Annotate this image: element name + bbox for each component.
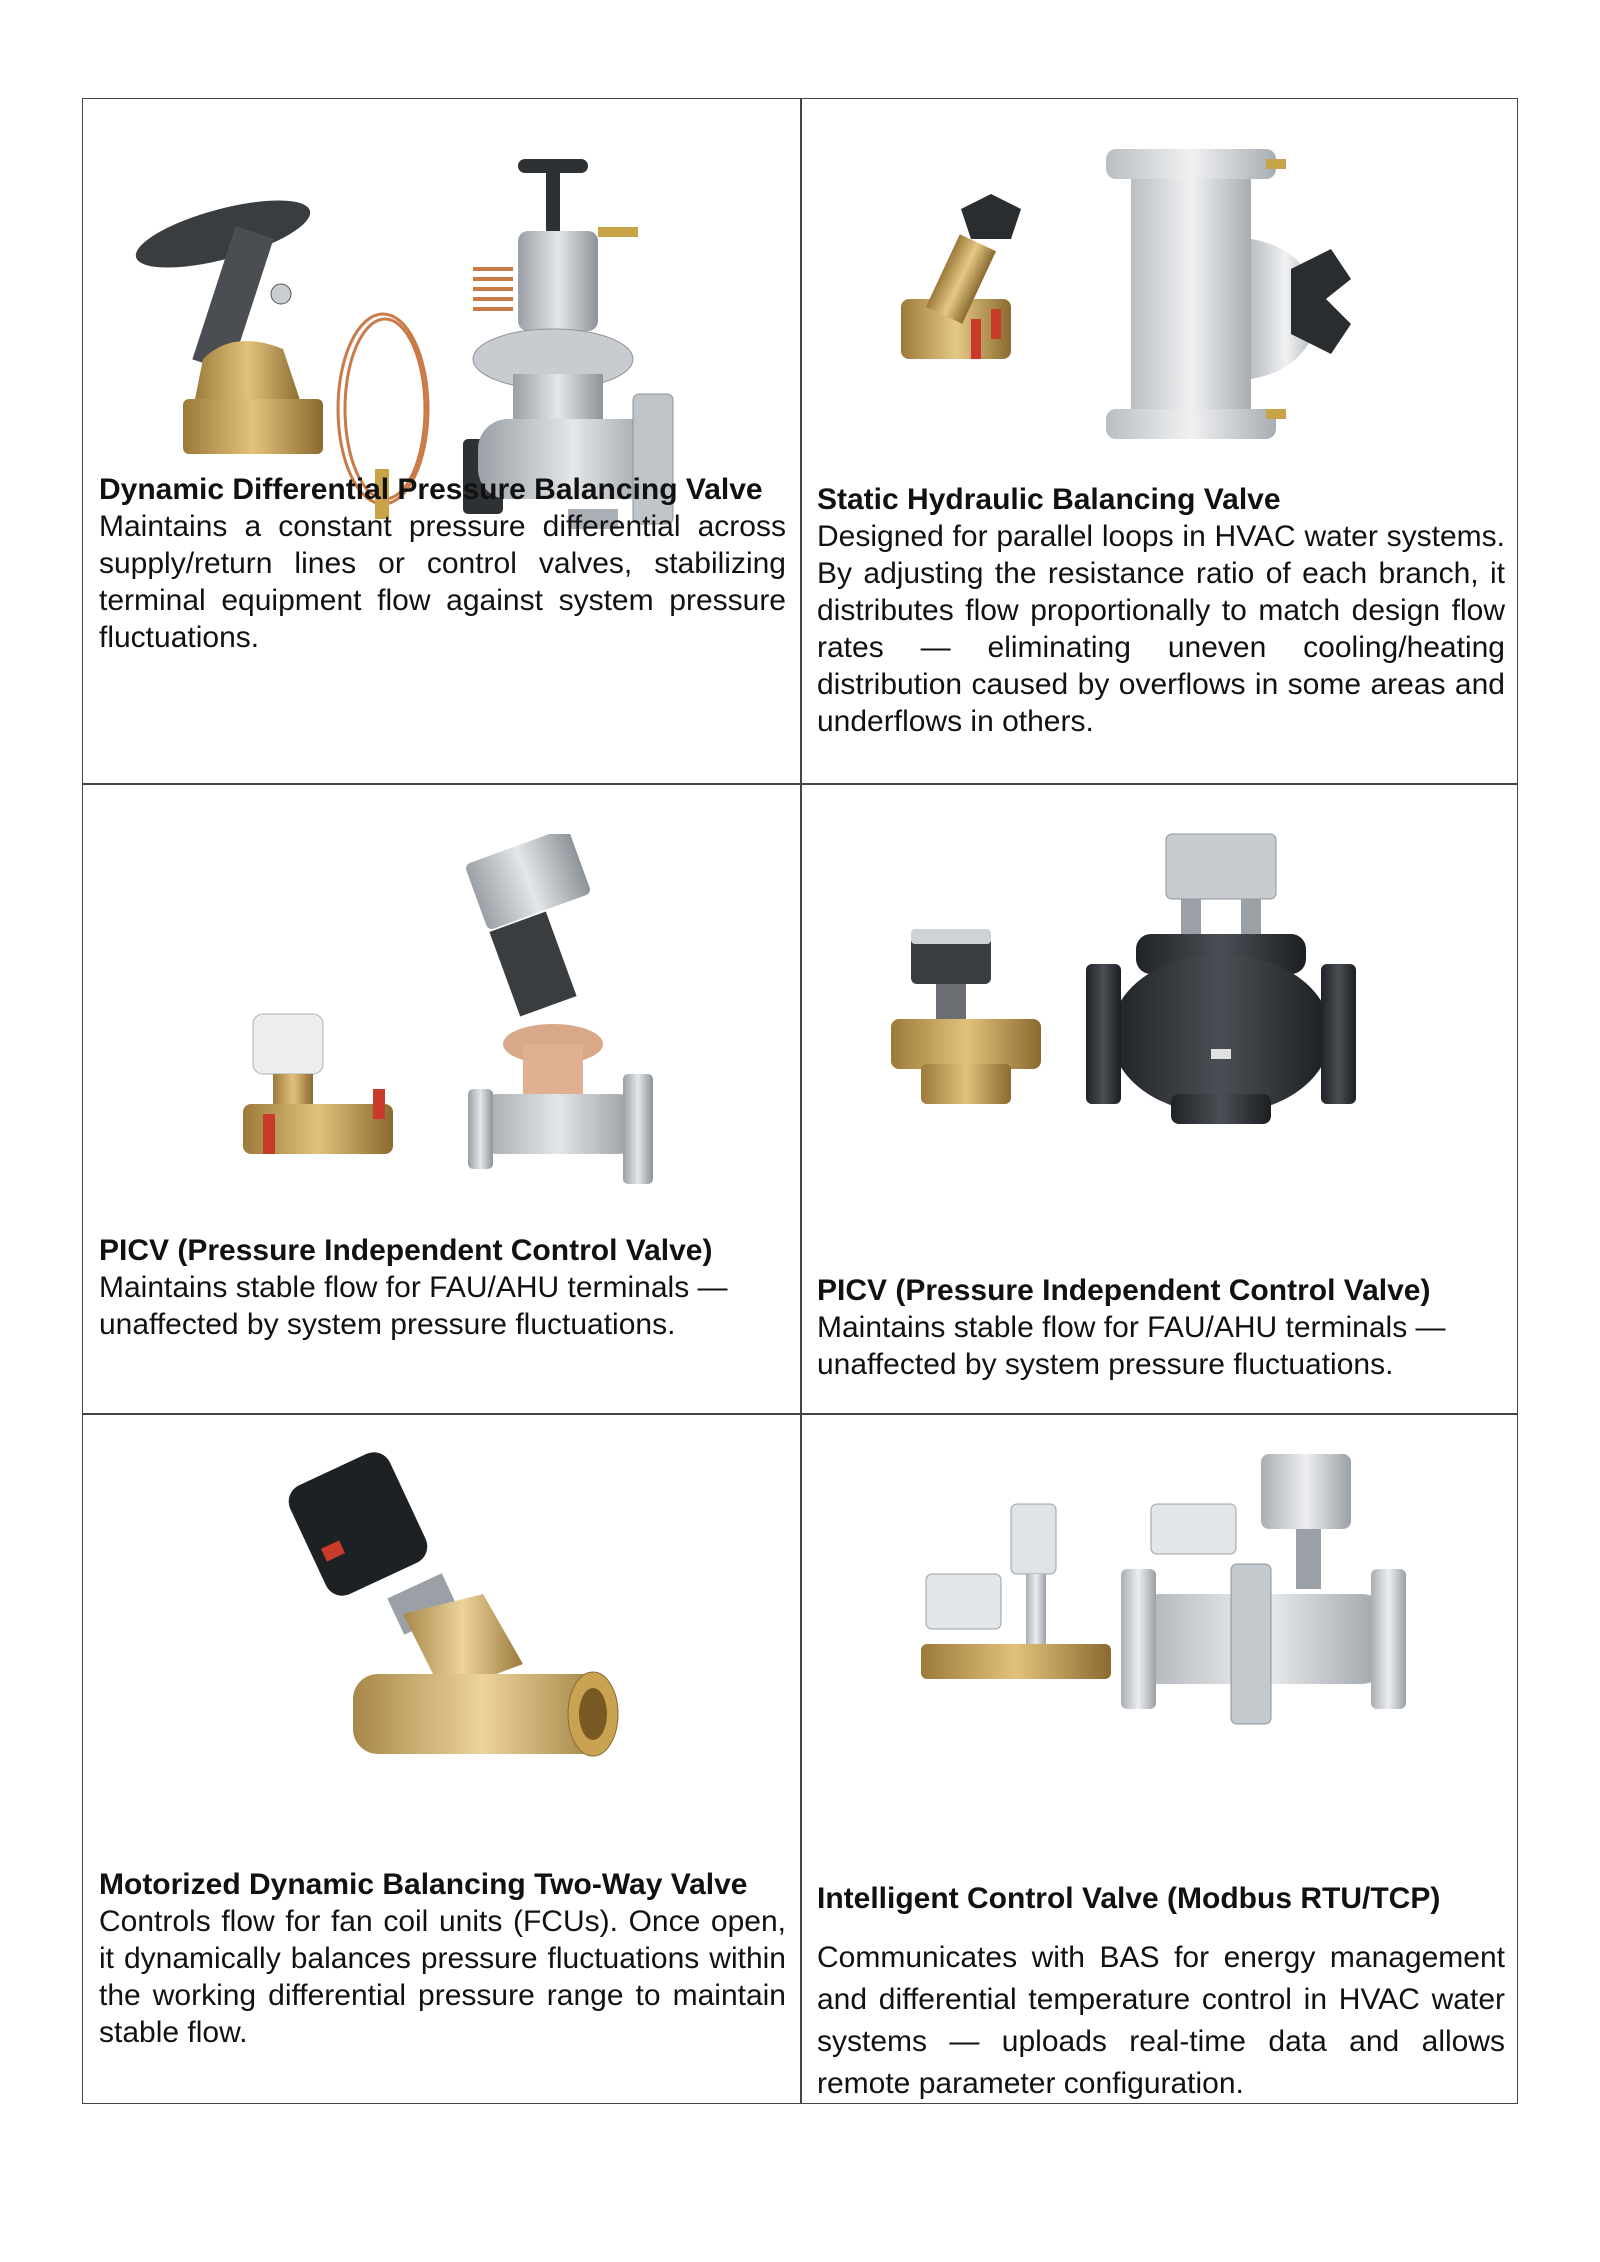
intelligent-control-valve-image xyxy=(901,1444,1421,1744)
product-description: Maintains stable flow for FAU/AHU terminals — unaffected by system pressure fluctuations. xyxy=(99,1271,728,1341)
product-description: Controls flow for fan coil units (FCUs). Once open, it dynamically balances pressure fluctuations within the working differential pressure range to maintain stable flow. xyxy=(99,1905,786,2049)
product-description: Maintains a constant pressure differential across supply/return lines or control valves, stabilizing terminal equipment flow against system pressure fluctuations. xyxy=(99,510,786,654)
product-text xyxy=(99,1232,786,1343)
product-text xyxy=(817,481,1505,740)
product-table xyxy=(82,98,1518,2104)
product-cell-picv-1 xyxy=(83,784,800,1413)
product-description: Maintains stable flow for FAU/AHU terminals — unaffected by system pressure fluctuations. xyxy=(817,1311,1446,1381)
product-title: Motorized Dynamic Balancing Two-Way Valve xyxy=(99,1868,748,1901)
product-description: Designed for parallel loops in HVAC water systems. By adjusting the resistance ratio of each branch, it distributes flow proportionally to match design flow rates — eliminating uneven cooling/heating distribution caused by overflows in some areas and underflows in others. xyxy=(817,520,1505,738)
picv-valve-image xyxy=(233,834,673,1214)
motorized-dynamic-valve-image xyxy=(283,1434,623,1774)
product-cell-picv-2 xyxy=(801,784,1519,1413)
product-title: Static Hydraulic Balancing Valve xyxy=(817,483,1281,516)
product-title: Intelligent Control Valve (Modbus RTU/TCP) xyxy=(817,1882,1441,1915)
product-text xyxy=(99,471,786,656)
product-title: Dynamic Differential Pressure Balancing Valve xyxy=(99,473,763,506)
picv-valve-image xyxy=(851,824,1451,1144)
product-cell-motorized-dynamic-valve xyxy=(83,1414,800,2105)
product-cell-static-balancing-valve xyxy=(801,99,1519,783)
product-cell-dynamic-dp-valve xyxy=(83,99,800,783)
product-description: Communicates with BAS for energy management and differential temperature control in HVAC water systems — uploads real-time data and allows remote parameter configuration. xyxy=(817,1941,1505,2100)
product-cell-intelligent-control-valve xyxy=(801,1414,1519,2105)
product-text xyxy=(817,1880,1505,2105)
static-balancing-valve-image xyxy=(871,129,1461,459)
product-text xyxy=(99,1866,786,2051)
product-title: PICV (Pressure Independent Control Valve) xyxy=(817,1274,1431,1307)
product-title: PICV (Pressure Independent Control Valve) xyxy=(99,1234,713,1267)
product-text xyxy=(817,1272,1505,1383)
